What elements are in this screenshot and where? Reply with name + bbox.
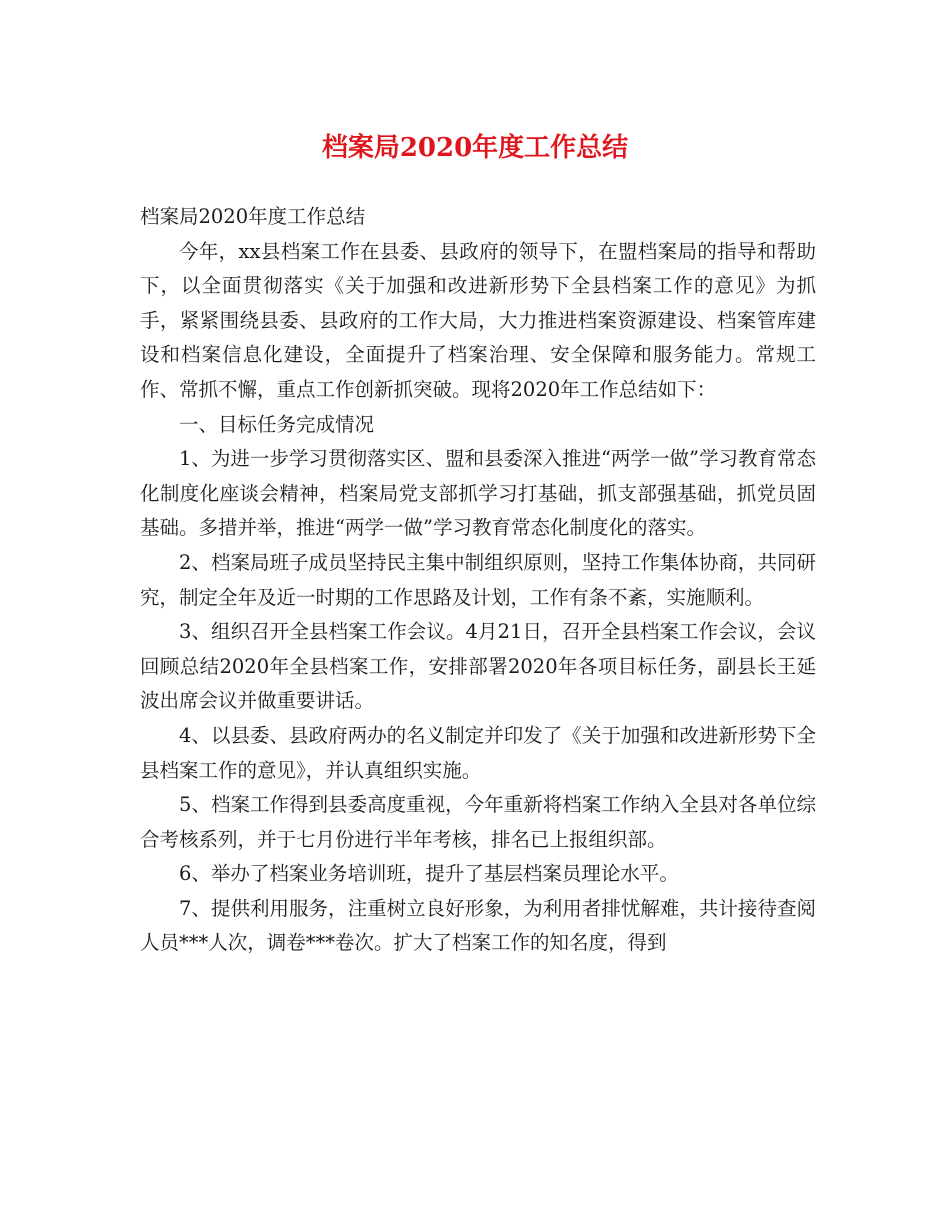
paragraph-item-4: 4、以县委、县政府两办的名义制定并印发了《关于加强和改进新形势下全县档案工作的意见》，并认真组织实施。 bbox=[140, 723, 816, 782]
paragraph-item-7: 7、提供利用服务，注重树立良好形象，为利用者排忧解难，共计接待查阅人员***人次，调卷***卷次。扩大了档案工作的知名度，得到 bbox=[140, 896, 816, 955]
document-body bbox=[140, 200, 816, 961]
paragraph-item-3: 3、组织召开全县档案工作会议。4月21日，召开全县档案工作会议，会议回顾总结2020年全县档案工作，安排部署2020年各项目标任务，副县长王延波出席会议并做重要讲话。 bbox=[140, 620, 816, 713]
paragraph-intro: 今年，xx县档案工作在县委、县政府的领导下，在盟档案局的指导和帮助下，以全面贯彻落实《关于加强和改进新形势下全县档案工作的意见》为抓手，紧紧围绕县委、县政府的工作大局，大力推进档案资源建设、档案管库建设和档案信息化建设，全面提升了档案治理、安全保障和服务能力。常规工作、常抓不懈，重点工作创新抓突破。现将2020年工作总结如下： bbox=[140, 239, 816, 401]
paragraph-item-1: 1、为进一步学习贯彻落实区、盟和县委深入推进“两学一做”学习教育常态化制度化座谈会精神，档案局党支部抓学习打基础，抓支部强基础，抓党员固基础。多措并举，推进“两学一做”学习教育常态化制度化的落实。 bbox=[140, 447, 816, 540]
paragraph-item-2: 2、档案局班子成员坚持民主集中制组织原则，坚持工作集体协商，共同研究，制定全年及近一时期的工作思路及计划，工作有条不紊，实施顺利。 bbox=[140, 550, 816, 609]
document-subtitle: 档案局2020年度工作总结 bbox=[140, 205, 366, 228]
section-heading-1: 一、目标任务完成情况 bbox=[179, 412, 375, 436]
paragraph-item-5: 5、档案工作得到县委高度重视，今年重新将档案工作纳入全县对各单位综合考核系列，并于七月份进行半年考核，排名已上报组织部。 bbox=[140, 793, 816, 851]
document-title: 档案局2020年度工作总结 bbox=[321, 133, 629, 163]
paragraph-item-6: 6、举办了档案业务培训班，提升了基层档案员理论水平。 bbox=[179, 862, 679, 886]
